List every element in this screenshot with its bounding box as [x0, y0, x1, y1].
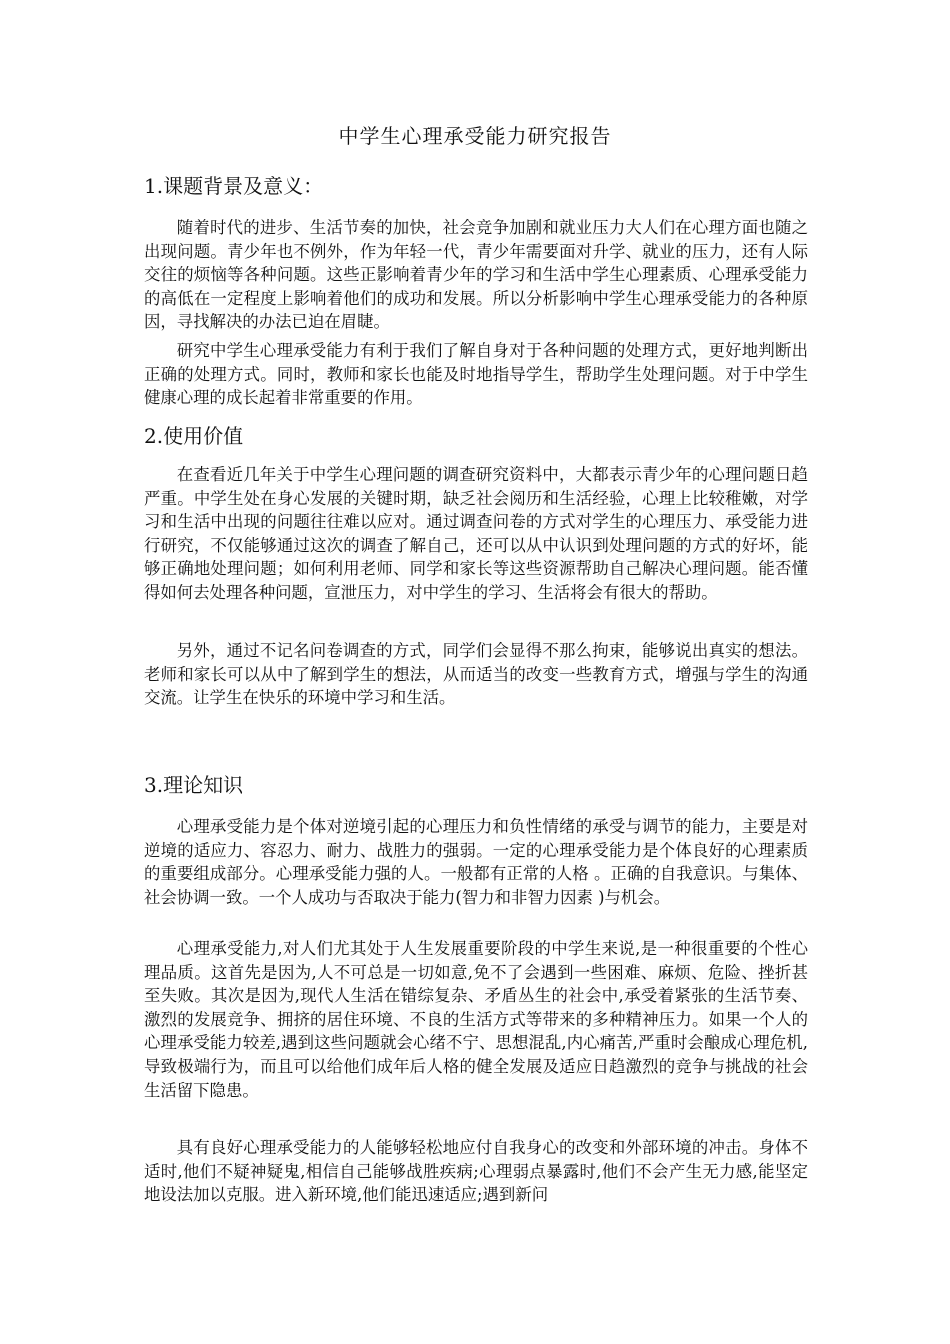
paragraph-theory-2: 心理承受能力,对人们尤其处于人生发展重要阶段的中学生来说,是一种很重要的个性心理品质。这首先是因为,人不可总是一切如意,免不了会遇到一些困难、麻烦、危险、挫折甚至失败。其次是因为,现代人生活在错综复杂、矛盾丛生的社会中,承受着紧张的生活节奏、激烈的发展竞争、拥挤的居住环境、不良的生活方式等带来的多种精神压力。如果一个人的心理承受能力较差,遇到这些问题就会心绪不宁、思想混乱,内心痛苦,严重时会酿成心理危机,导致极端行为，而且可以给他们成年后人格的健全发展及适应日趋激烈的竞争与挑战的社会生活留下隐患。	[144, 939, 808, 1100]
paragraph-value-1: 在查看近几年关于中学生心理问题的调查研究资料中，大都表示青少年的心理问题日趋严重。中学生处在身心发展的关键时期，缺乏社会阅历和生活经验，心理上比较稚嫩，对学习和生活中出现的问题往往难以应对。通过调查问卷的方式对学生的心理压力、承受能力进行研究，不仅能够通过这次的调查了解自己，还可以从中认识到处理问题的方式的好坏，能够正确地处理问题；如何利用老师、同学和家长等这些资源帮助自己解决心理问题。能否懂得如何去处理各种问题，宣泄压力，对中学生的学习、生活将会有很大的帮助。	[144, 465, 808, 602]
section-heading-value: 2.使用价值	[144, 424, 244, 448]
paragraph-theory-1: 心理承受能力是个体对逆境引起的心理压力和负性情绪的承受与调节的能力，主要是对逆境的适应力、容忍力、耐力、战胜力的强弱。一定的心理承受能力是个体良好的心理素质的重要组成部分。心理承受能力强的人。一般都有正常的人格 。正确的自我意识。与集体、社会协调一致。一个人成功与否取决于能力(智力和非智力因素 )与机会。	[144, 817, 808, 907]
paragraph-value-2: 另外，通过不记名问卷调查的方式，同学们会显得不那么拘束，能够说出真实的想法。老师和家长可以从中了解到学生的想法，从而适当的改变一些教育方式，增强与学生的沟通交流。让学生在快乐的环境中学习和生活。	[144, 641, 808, 708]
page-title: 中学生心理承受能力研究报告	[338, 124, 612, 148]
paragraph-theory-3: 具有良好心理承受能力的人能够轻松地应付自我身心的改变和外部环境的冲击。身体不适时,他们不疑神疑鬼,相信自己能够战胜疾病;心理弱点暴露时,他们不会产生无力感,能坚定地设法加以克服。进入新环境,他们能迅速适应;遇到新问	[144, 1138, 808, 1205]
section-heading-background: 1.课题背景及意义：	[144, 174, 324, 198]
paragraph-background-1: 随着时代的进步、生活节奏的加快，社会竞争加剧和就业压力大人们在心理方面也随之出现问题。青少年也不例外，作为年轻一代，青少年需要面对升学、就业的压力，还有人际交往的烦恼等各种问题。这些正影响着青少年的学习和生活中学生心理素质、心理承受能力的高低在一定程度上影响着他们的成功和发展。所以分析影响中学生心理承受能力的各种原因，寻找解决的办法已迫在眉睫。	[144, 218, 808, 332]
paragraph-background-2: 研究中学生心理承受能力有利于我们了解自身对于各种问题的处理方式，更好地判断出正确的处理方式。同时，教师和家长也能及时地指导学生，帮助学生处理问题。对于中学生健康心理的成长起着非常重要的作用。	[144, 341, 808, 408]
section-heading-theory: 3.理论知识	[144, 773, 244, 797]
